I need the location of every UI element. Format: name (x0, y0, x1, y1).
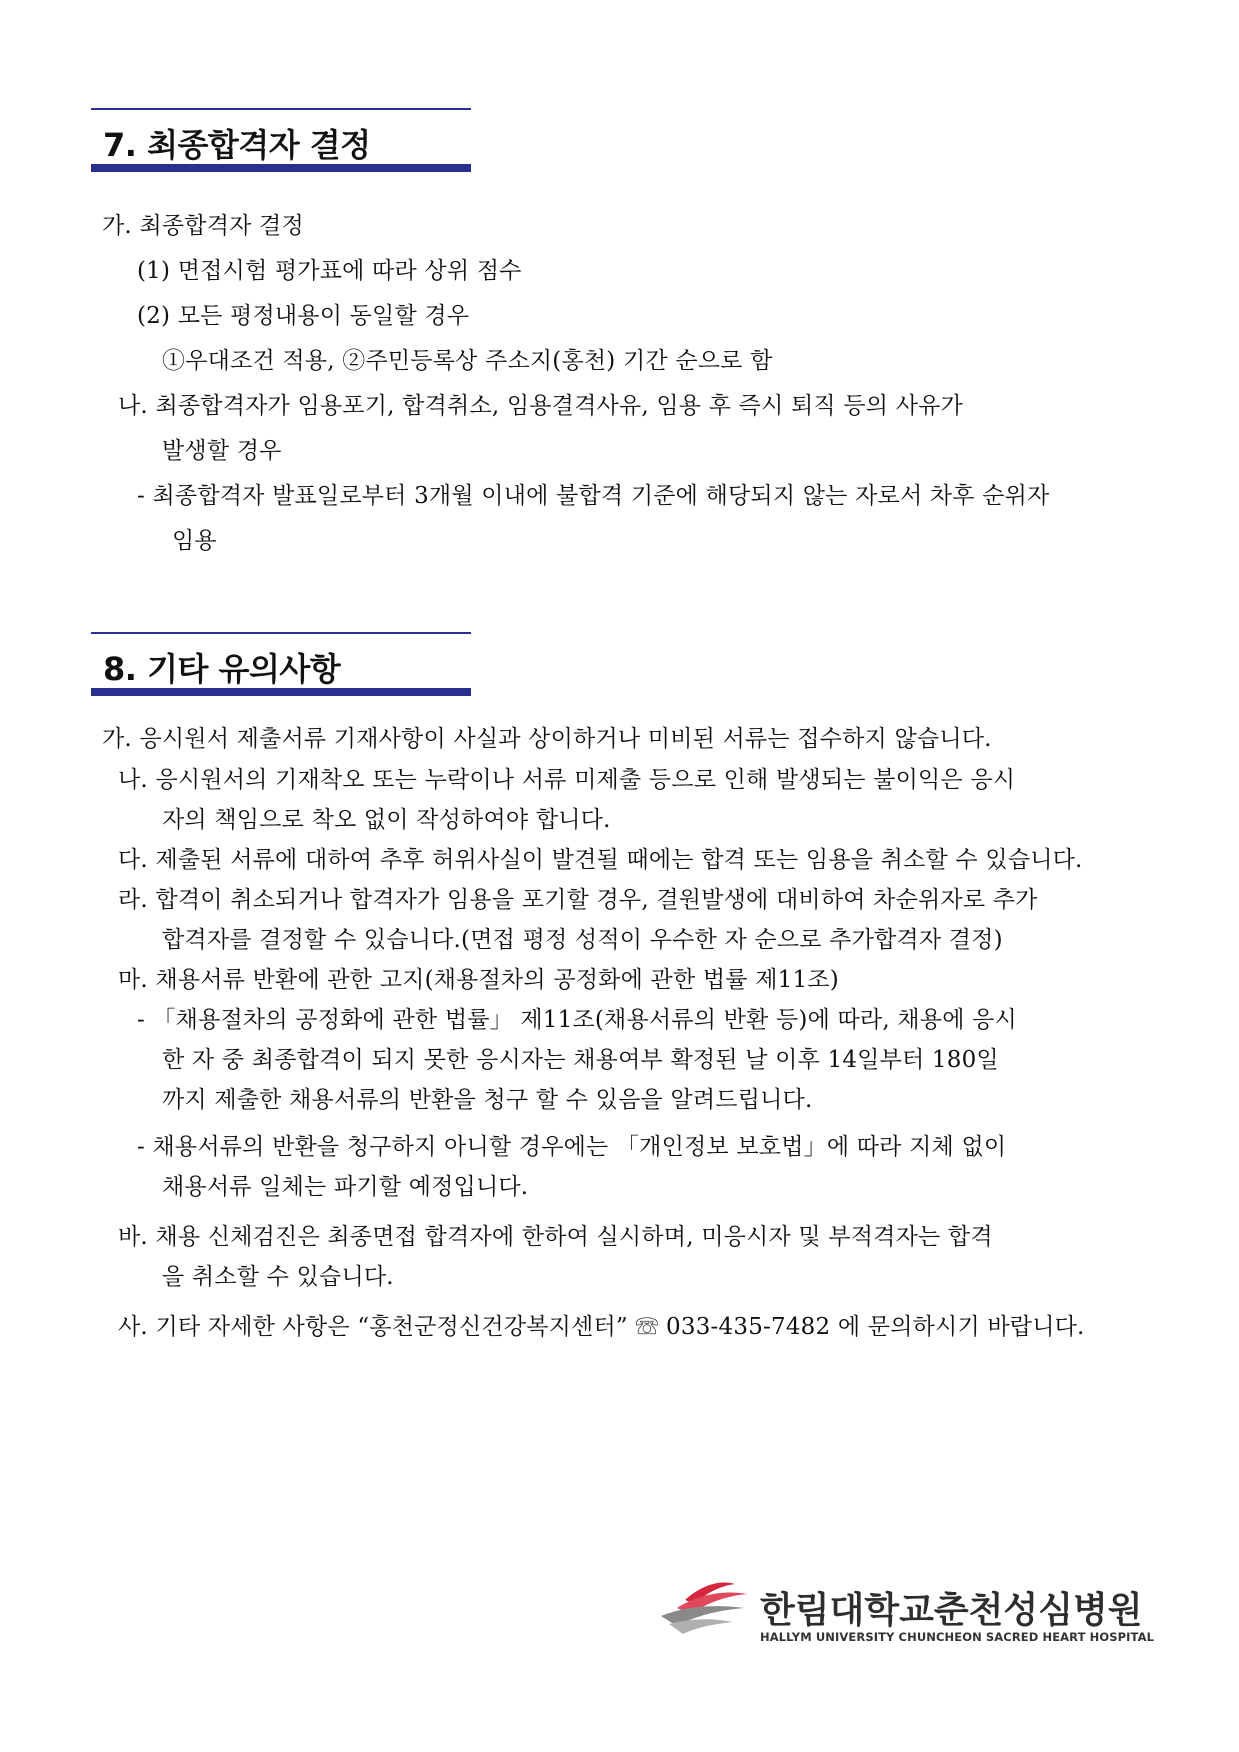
section-8-line: 다. 제출된 서류에 대하여 추후 허위사실이 발견될 때에는 합격 또는 임용을 취소할 수 있습니다. (118, 847, 1083, 873)
section-8-line: 사. 기타 자세한 사항은 “홍천군정신건강복지센터” ☏ 033-435-7482 에 문의하시기 바랍니다. (118, 1314, 1085, 1340)
section-8-heading (91, 632, 471, 696)
section-8-line: 한 자 중 최종합격이 되지 못한 응시자는 채용여부 확정된 날 이후 14일부터 180일 (162, 1047, 999, 1073)
section-7-line: (1) 면접시험 평가표에 따라 상위 점수 (137, 258, 522, 284)
section-8-line: - 「채용절차의 공정화에 관한 법률」 제11조(채용서류의 반환 등)에 따라, 채용에 응시 (137, 1007, 1017, 1033)
section-7-line: 발생할 경우 (162, 438, 282, 464)
section-8-line: 채용서류 일체는 파기할 예정입니다. (162, 1174, 529, 1200)
section-8-title: 8. 기타 유의사항 (103, 650, 341, 688)
section-7-line: 나. 최종합격자가 임용포기, 합격취소, 임용결격사유, 임용 후 즉시 퇴직 등의 사유가 (118, 393, 963, 419)
section-8-line: - 채용서류의 반환을 청구하지 아니할 경우에는 「개인정보 보호법」에 따라 지체 없이 (137, 1134, 1007, 1160)
section-8-line: 가. 응시원서 제출서류 기재사항이 사실과 상이하거나 미비된 서류는 접수하지 않습니다. (102, 726, 992, 752)
section-7-line: 임용 (172, 528, 217, 554)
section-7-line: - 최종합격자 발표일로부터 3개월 이내에 불합격 기준에 해당되지 않는 자로서 차후 순위자 (137, 483, 1050, 509)
section-7-title: 7. 최종합격자 결정 (103, 126, 371, 164)
section-8-line: 합격자를 결정할 수 있습니다.(면접 평정 성적이 우수한 자 순으로 추가합격자 결정) (162, 927, 1003, 953)
section-7-line: (2) 모든 평정내용이 동일할 경우 (137, 303, 470, 329)
section-8-line: 을 취소할 수 있습니다. (162, 1264, 394, 1290)
hospital-emblem-icon (655, 1578, 755, 1640)
section-7-heading (91, 108, 471, 172)
logo-english-name: HALLYM UNIVERSITY CHUNCHEON SACRED HEART HOSPITAL (760, 1630, 1155, 1644)
section-8-line: 바. 채용 신체검진은 최종면접 합격자에 한하여 실시하며, 미응시자 및 부적격자는 합격 (118, 1224, 993, 1250)
section-8-line: 라. 합격이 취소되거나 합격자가 임용을 포기할 경우, 결원발생에 대비하여 차순위자로 추가 (118, 887, 1038, 913)
section-8-line: 마. 채용서류 반환에 관한 고지(채용절차의 공정화에 관한 법률 제11조) (118, 967, 839, 993)
section-8-line: 나. 응시원서의 기재착오 또는 누락이나 서류 미제출 등으로 인해 발생되는 불이익은 응시 (118, 767, 1016, 793)
section-8-line: 자의 책임으로 착오 없이 작성하여야 합니다. (162, 807, 611, 833)
section-7-line: 가. 최종합격자 결정 (102, 213, 304, 239)
section-7-line: ①우대조건 적용, ②주민등록상 주소지(홍천) 기간 순으로 함 (162, 348, 773, 374)
hospital-logo (655, 1578, 1155, 1648)
section-8-line: 까지 제출한 채용서류의 반환을 청구 할 수 있음을 알려드립니다. (162, 1087, 813, 1113)
logo-korean-name: 한림대학교춘천성심병원 (760, 1590, 1143, 1631)
